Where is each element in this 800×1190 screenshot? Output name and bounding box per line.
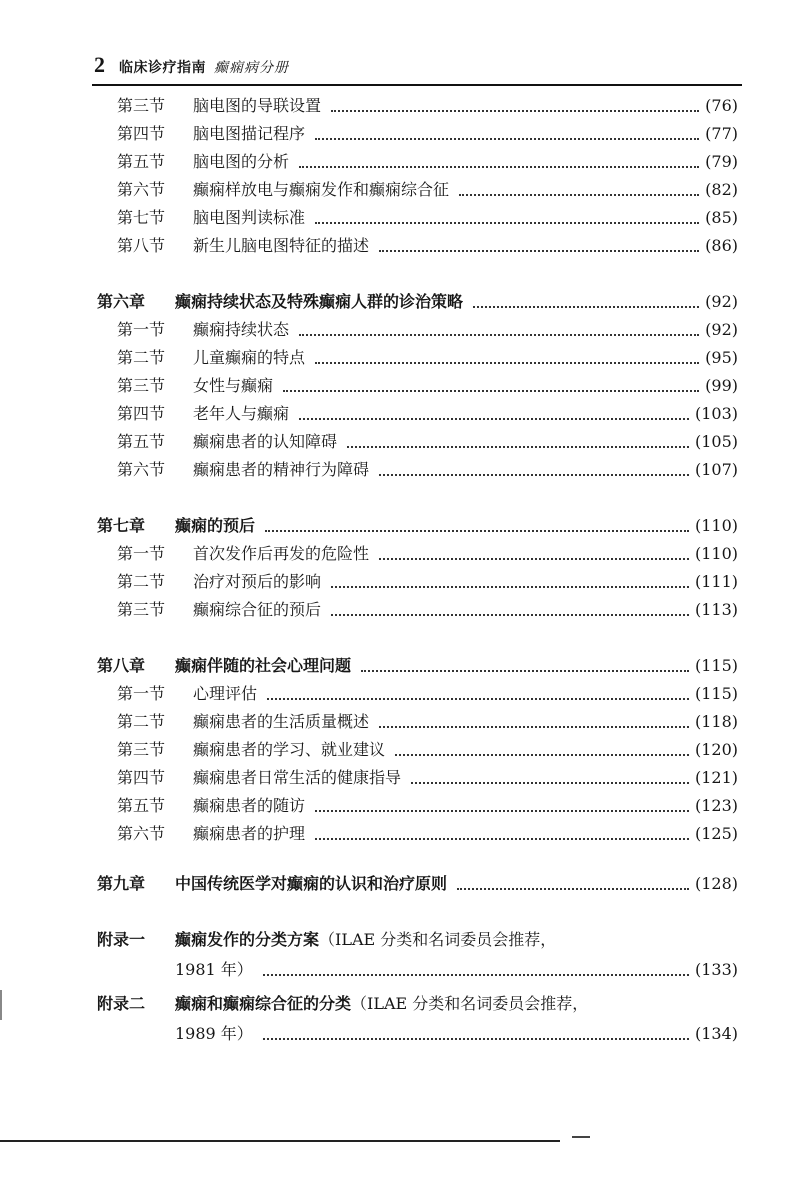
entry-page-number: (113) <box>694 600 738 619</box>
entry-label: 第八章 <box>97 656 146 675</box>
entry-title-text: 癫痫患者的学习、就业建议 <box>193 740 386 759</box>
toc-chapter-entry[interactable] <box>0 288 800 316</box>
toc-section-entry[interactable] <box>0 820 800 848</box>
entry-label: 第三节 <box>117 376 166 395</box>
dot-leader <box>267 696 689 700</box>
entry-title-text: 癫痫伴随的社会心理问题 <box>175 656 352 675</box>
entry-page-number: (103) <box>694 404 738 423</box>
dot-leader <box>473 304 699 308</box>
entry-label: 第七节 <box>117 208 166 227</box>
entry-page-number: (86) <box>705 236 738 255</box>
entry-page-number: (133) <box>694 960 738 979</box>
dot-leader <box>263 972 689 976</box>
toc-section-entry[interactable] <box>0 428 800 456</box>
entry-title <box>193 736 385 764</box>
entry-page-number: (118) <box>694 712 738 731</box>
entry-title <box>175 1020 253 1048</box>
toc-section-entry[interactable] <box>0 344 800 372</box>
entry-label: 第九章 <box>97 874 146 893</box>
dot-leader <box>379 472 689 476</box>
entry-title <box>175 956 253 984</box>
entry-title-text: 癫痫和癫痫综合征的分类 <box>175 994 352 1013</box>
entry-title-text: 癫痫的预后 <box>175 516 256 535</box>
entry-title-text: 脑电图的分析 <box>193 152 290 171</box>
entry-label: 第二节 <box>117 712 166 731</box>
entry-page-number: (115) <box>694 684 738 703</box>
toc-section-entry[interactable] <box>0 596 800 624</box>
entry-page-number: (115) <box>694 656 738 675</box>
entry-title <box>193 176 449 204</box>
toc-section-entry[interactable] <box>0 372 800 400</box>
entry-title-text: 老年人与癫痫 <box>193 404 290 423</box>
entry-label: 第三节 <box>117 96 166 115</box>
toc-section-entry[interactable] <box>0 204 800 232</box>
entry-label: 第四节 <box>117 768 166 787</box>
entry-title <box>175 926 556 954</box>
entry-page-number: (128) <box>694 874 738 893</box>
toc-section-entry[interactable] <box>0 148 800 176</box>
dot-leader <box>315 808 689 812</box>
entry-label: 第四节 <box>117 404 166 423</box>
entry-page-number: (76) <box>705 96 738 115</box>
toc-chapter-entry[interactable] <box>0 870 800 898</box>
dot-leader <box>395 752 689 756</box>
entry-label: 第六节 <box>117 180 166 199</box>
entry-title-text: 癫痫患者的认知障碍 <box>193 432 338 451</box>
entry-page-number: (105) <box>694 432 738 451</box>
entry-title <box>193 596 321 624</box>
toc-appendix-continuation[interactable] <box>0 1020 800 1048</box>
header-rule <box>92 84 742 86</box>
entry-title <box>193 708 369 736</box>
dot-leader <box>315 836 689 840</box>
entry-note: （ILAE 分类和名词委员会推荐， <box>351 994 589 1013</box>
entry-title-text: 中国传统医学对癫痫的认识和治疗原则 <box>175 874 448 893</box>
entry-title <box>193 148 289 176</box>
dot-leader <box>331 584 689 588</box>
entry-page-number: (95) <box>705 348 738 367</box>
entry-title <box>193 344 305 372</box>
toc-appendix-entry[interactable] <box>0 990 800 1018</box>
entry-title-text: 新生儿脑电图特征的描述 <box>193 236 370 255</box>
entry-label: 第六节 <box>117 824 166 843</box>
footer-rule <box>0 1140 560 1142</box>
dot-leader <box>457 886 689 890</box>
entry-title-text: 癫痫发作的分类方案 <box>175 930 320 949</box>
entry-page-number: (134) <box>694 1024 738 1043</box>
entry-title <box>175 870 447 898</box>
entry-title <box>193 204 305 232</box>
dot-leader <box>379 724 689 728</box>
dot-leader <box>299 416 689 420</box>
entry-title-text: 癫痫患者的护理 <box>193 824 306 843</box>
toc-appendix-continuation[interactable] <box>0 956 800 984</box>
entry-title <box>193 764 401 792</box>
entry-page-number: (120) <box>694 740 738 759</box>
entry-title-text: 首次发作后再发的危险性 <box>193 544 370 563</box>
entry-title <box>193 456 369 484</box>
entry-title-text: 女性与癫痫 <box>193 376 274 395</box>
entry-page-number: (79) <box>705 152 738 171</box>
entry-note: （ILAE 分类和名词委员会推荐， <box>319 930 557 949</box>
toc-section-entry[interactable] <box>0 792 800 820</box>
toc-chapter-entry[interactable] <box>0 512 800 540</box>
page-number: 2 <box>94 52 105 77</box>
scan-edge-mark <box>0 990 2 1020</box>
entry-page-number: (125) <box>694 824 738 843</box>
dot-leader <box>299 332 699 336</box>
entry-title <box>175 288 463 316</box>
entry-label: 第三节 <box>117 600 166 619</box>
entry-page-number: (92) <box>705 292 738 311</box>
entry-page-number: (82) <box>705 180 738 199</box>
entry-label: 第二节 <box>117 348 166 367</box>
entry-label: 第八节 <box>117 236 166 255</box>
entry-label: 第五节 <box>117 152 166 171</box>
entry-title <box>193 428 337 456</box>
entry-title <box>193 232 369 260</box>
entry-page-number: (121) <box>694 768 738 787</box>
toc-section-entry[interactable] <box>0 764 800 792</box>
toc-section-entry[interactable] <box>0 316 800 344</box>
entry-page-number: (99) <box>705 376 738 395</box>
entry-label: 附录二 <box>97 994 146 1013</box>
entry-title-text: 癫痫患者的精神行为障碍 <box>193 460 370 479</box>
entry-title-text: 癫痫样放电与癫痫发作和癫痫综合征 <box>193 180 450 199</box>
dot-leader <box>265 528 689 532</box>
entry-title <box>193 92 321 120</box>
dot-leader <box>315 360 699 364</box>
entry-page-number: (110) <box>694 516 738 535</box>
toc-section-entry[interactable] <box>0 456 800 484</box>
entry-label: 第六章 <box>97 292 146 311</box>
entry-page-number: (92) <box>705 320 738 339</box>
entry-title <box>193 568 321 596</box>
entry-page-number: (85) <box>705 208 738 227</box>
entry-title-text: 癫痫持续状态 <box>193 320 290 339</box>
toc-chapter-entry[interactable] <box>0 652 800 680</box>
entry-title <box>175 512 255 540</box>
dot-leader <box>379 556 689 560</box>
entry-title <box>193 820 305 848</box>
entry-label: 第二节 <box>117 572 166 591</box>
entry-title-text: 脑电图描记程序 <box>193 124 306 143</box>
dot-leader <box>283 388 699 392</box>
entry-title-text: 治疗对预后的影响 <box>193 572 322 591</box>
entry-title <box>175 652 351 680</box>
entry-title <box>175 990 588 1018</box>
running-header <box>94 52 289 78</box>
entry-title <box>193 120 305 148</box>
entry-page-number: (110) <box>694 544 738 563</box>
entry-title-text: 1981 年） <box>175 960 253 979</box>
dot-leader <box>411 780 689 784</box>
entry-title <box>193 316 289 344</box>
entry-title-text: 癫痫患者的随访 <box>193 796 306 815</box>
entry-title-text: 癫痫持续状态及特殊癫痫人群的诊治策略 <box>175 292 464 311</box>
entry-page-number: (107) <box>694 460 738 479</box>
dot-leader <box>331 108 699 112</box>
entry-title-text: 脑电图判读标准 <box>193 208 306 227</box>
toc-section-entry[interactable] <box>0 736 800 764</box>
entry-label: 附录一 <box>97 930 146 949</box>
volume-title: 癫痫病分册 <box>214 60 289 76</box>
toc-section-entry[interactable] <box>0 400 800 428</box>
entry-label: 第六节 <box>117 460 166 479</box>
dot-leader <box>361 668 689 672</box>
entry-title <box>193 372 273 400</box>
entry-page-number: (77) <box>705 124 738 143</box>
dot-leader <box>459 192 699 196</box>
entry-label: 第四节 <box>117 124 166 143</box>
footer-rule-short <box>572 1136 590 1138</box>
entry-title <box>193 680 257 708</box>
entry-label: 第五节 <box>117 432 166 451</box>
entry-title-text: 癫痫患者日常生活的健康指导 <box>193 768 402 787</box>
dot-leader <box>299 164 699 168</box>
toc-appendix-entry[interactable] <box>0 926 800 954</box>
toc-section-entry[interactable] <box>0 568 800 596</box>
entry-title <box>193 540 369 568</box>
toc-section-entry[interactable] <box>0 540 800 568</box>
dot-leader <box>263 1036 689 1040</box>
entry-label: 第五节 <box>117 796 166 815</box>
entry-label: 第一节 <box>117 544 166 563</box>
entry-title-text: 脑电图的导联设置 <box>193 96 322 115</box>
entry-label: 第三节 <box>117 740 166 759</box>
book-title: 临床诊疗指南 <box>119 60 206 76</box>
entry-title-text: 1989 年） <box>175 1024 253 1043</box>
entry-title-text: 心理评估 <box>193 684 258 703</box>
dot-leader <box>331 612 689 616</box>
entry-title-text: 癫痫综合征的预后 <box>193 600 322 619</box>
dot-leader <box>379 248 699 252</box>
dot-leader <box>347 444 689 448</box>
dot-leader <box>315 220 699 224</box>
toc-section-entry[interactable] <box>0 120 800 148</box>
entry-label: 第一节 <box>117 684 166 703</box>
toc-section-entry[interactable] <box>0 708 800 736</box>
entry-title <box>193 792 305 820</box>
toc-section-entry[interactable] <box>0 176 800 204</box>
entry-label: 第一节 <box>117 320 166 339</box>
entry-page-number: (111) <box>694 572 738 591</box>
entry-label: 第七章 <box>97 516 146 535</box>
entry-page-number: (123) <box>694 796 738 815</box>
entry-title-text: 儿童癫痫的特点 <box>193 348 306 367</box>
entry-title <box>193 400 289 428</box>
toc-section-entry[interactable] <box>0 92 800 120</box>
toc-section-entry[interactable] <box>0 232 800 260</box>
dot-leader <box>315 136 699 140</box>
entry-title-text: 癫痫患者的生活质量概述 <box>193 712 370 731</box>
toc-section-entry[interactable] <box>0 680 800 708</box>
